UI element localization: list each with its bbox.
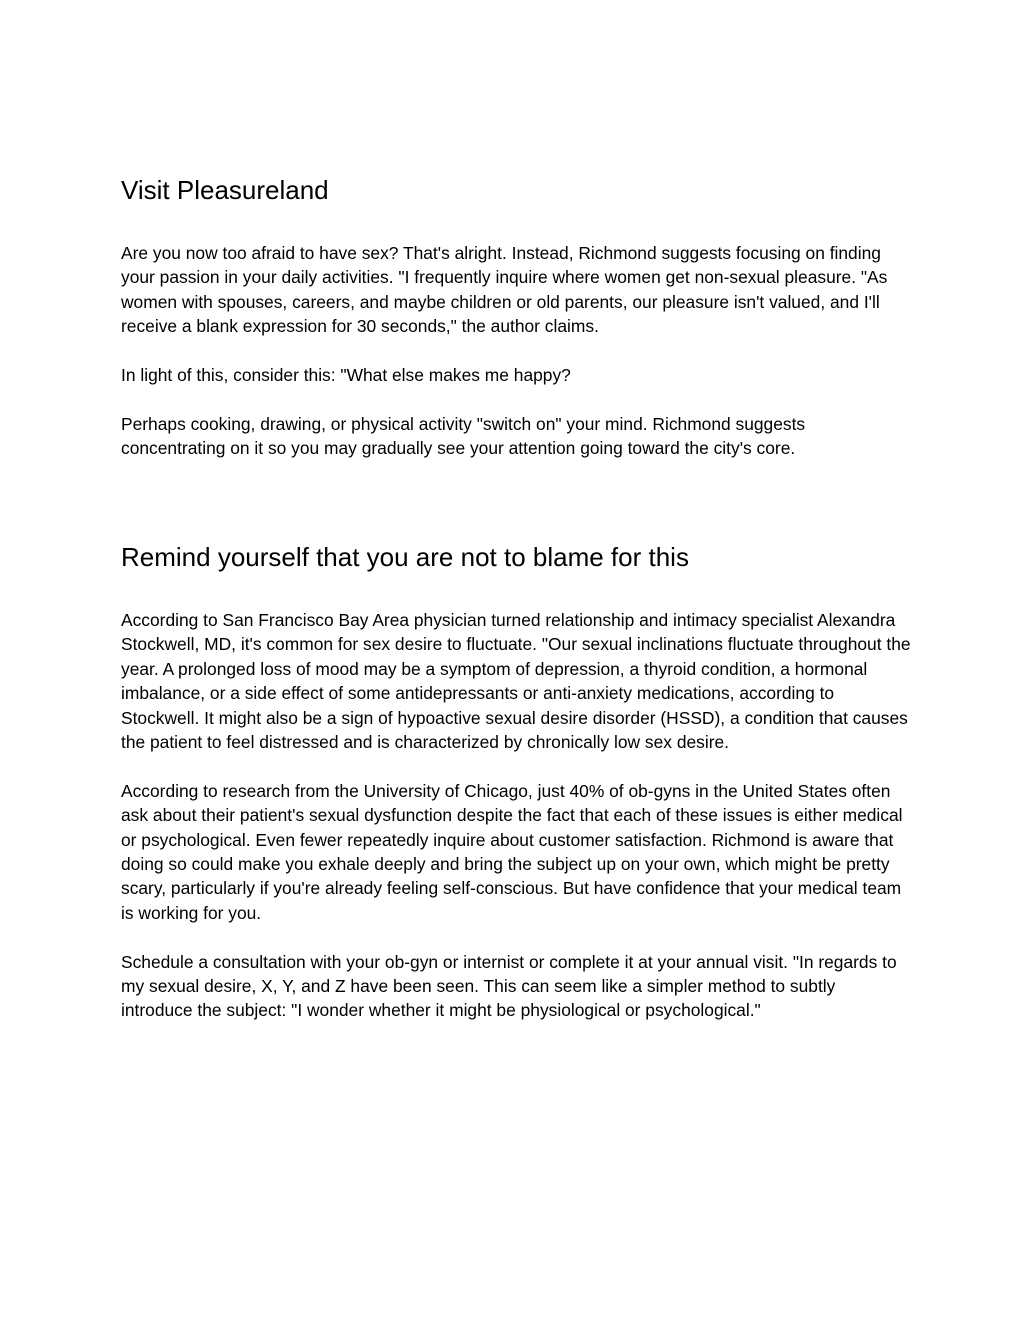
- paragraph: In light of this, consider this: "What else makes me happy?: [121, 365, 571, 386]
- section-heading: Visit Pleasureland: [121, 175, 329, 205]
- paragraph: Perhaps cooking, drawing, or physical activity "switch on" your mind. Richmond suggests concentrating on it so you may gradually see your attention going toward the city's core.: [121, 413, 806, 459]
- section-heading: Remind yourself that you are not to blame for this: [121, 542, 689, 572]
- paragraph: Schedule a consultation with your ob-gyn or internist or complete it at your annual visit. "In regards to my sexual desire, X, Y, and Z have been seen. This can seem like a simpler method to subtly introduce the subject: "I wonder whether it might be physiological or psychological.": [121, 951, 897, 1021]
- paragraph: According to San Francisco Bay Area physician turned relationship and intimacy specialist Alexandra Stockwell, MD, it's common for sex desire to fluctuate. "Our sexual inclinations fluctuate throughout the year. A prolonged loss of mood may be a symptom of depression, a thyroid condition, a hormonal imbalance, or a side effect of some antidepressants or anti-anxiety medications, according to Stockwell. It might also be a sign of hypoactive sexual desire disorder (HSSD), a condition that causes the patient to feel distressed and is characterized by chronically low sex desire.: [121, 610, 911, 753]
- paragraph: Are you now too afraid to have sex? That's alright. Instead, Richmond suggests focusing on finding your passion in your daily activities. "I frequently inquire where women get non-sexual pleasure. "As women with spouses, careers, and maybe children or old parents, our pleasure isn't valued, and I'll receive a blank expression for 30 seconds," the author claims.: [121, 243, 888, 337]
- paragraph: According to research from the University of Chicago, just 40% of ob-gyns in the United States often ask about their patient's sexual dysfunction despite the fact that each of these issues is either medical or psychological. Even fewer repeatedly inquire about customer satisfaction. Richmond is aware that doing so could make you exhale deeply and bring the subject up on your own, which might be pretty scary, particularly if you're already feeling self-conscious. But have confidence that your medical team is working for you.: [121, 780, 903, 923]
- section-not-to-blame: [121, 541, 911, 1023]
- section-visit-pleasureland: [121, 174, 911, 461]
